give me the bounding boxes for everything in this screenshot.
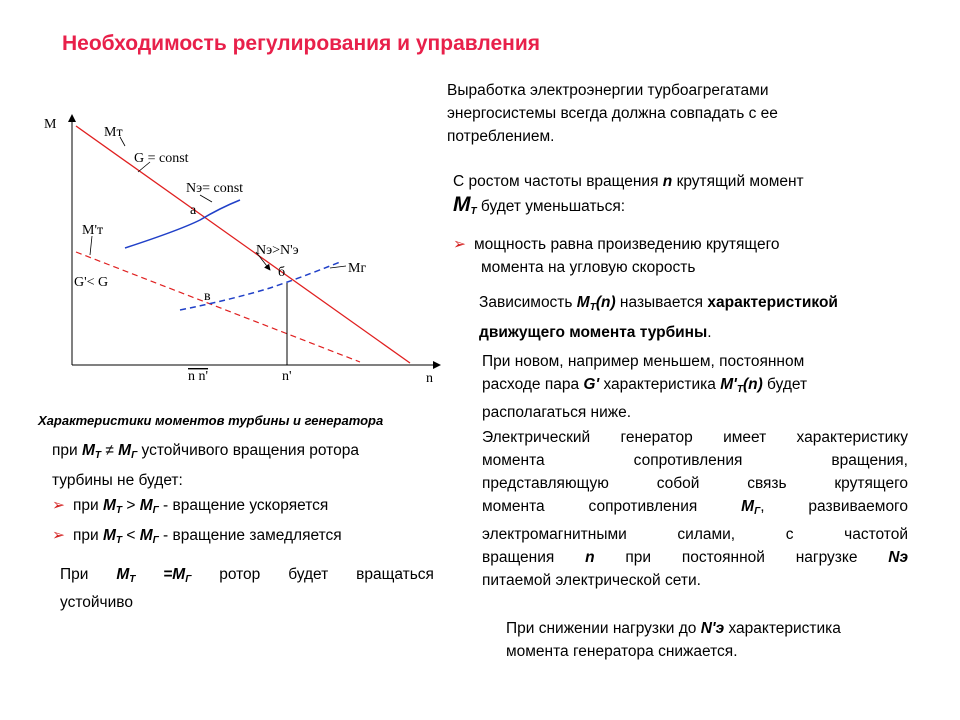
- intro-line: энергосистемы всегда должна совпадать с ее: [447, 105, 778, 122]
- generator-characteristic-ne: [125, 200, 240, 248]
- growth-paragraph: [453, 170, 883, 223]
- intro-line: потреблением.: [447, 128, 555, 145]
- steady-word: устойчиво: [60, 594, 133, 611]
- steady-eq: =М: [163, 566, 186, 583]
- stability-mg: М: [139, 497, 153, 514]
- growth-text: крутящий момент: [672, 173, 804, 190]
- generator-sub: Г: [754, 506, 761, 517]
- stability-mg-sub: Г: [152, 505, 159, 516]
- new-flow-text: При новом, например меньшем, постоянном: [482, 353, 805, 370]
- new-flow-text: расходе пара: [482, 376, 584, 393]
- intro-line: Выработка электроэнергии турбоагрегатами: [447, 82, 769, 99]
- stability-text: при: [52, 442, 82, 459]
- n-nprime-tick-label: n n': [188, 369, 209, 384]
- stability-mg-sub: Г: [152, 535, 159, 546]
- ne-const-label: Nэ= const: [186, 181, 244, 196]
- load-drop-paragraph: [506, 617, 926, 663]
- stability-mt: М: [81, 442, 95, 459]
- bullet-arrow-icon: ➢: [52, 497, 65, 514]
- stability-mt: М: [102, 497, 116, 514]
- new-flow-text: характеристика: [599, 376, 721, 393]
- dependency-arg: (n): [595, 294, 616, 311]
- page-title: Необходимость регулирования и управления: [62, 32, 540, 55]
- dependency-text: Зависимость: [479, 294, 577, 311]
- point-v-label: в: [204, 289, 211, 304]
- dependency-text: .: [707, 324, 712, 341]
- stability-text: турбины не будет:: [52, 472, 183, 489]
- turbine-characteristic-mt: [76, 126, 410, 363]
- generator-text: , развиваемого: [760, 498, 908, 515]
- growth-text: будет уменьшаться:: [476, 198, 626, 215]
- dependency-bold: движущего момента турбины: [479, 324, 708, 341]
- generator-m: М: [741, 498, 755, 515]
- steady-mg-sub: Г: [185, 574, 192, 585]
- stability-text: устойчивого вращения ротора: [137, 442, 359, 459]
- generator-text: представляющую собой связь крутящего: [482, 475, 908, 492]
- stability-mt: М: [102, 527, 116, 544]
- ne-ne-label: Nэ>N'э: [256, 243, 299, 258]
- load-drop-text: момента генератора снижается.: [506, 643, 738, 660]
- new-flow-m: М': [720, 376, 737, 393]
- g-const-label: G = const: [134, 151, 189, 166]
- stability-text: при: [73, 497, 103, 514]
- moment-characteristics-diagram: [30, 100, 450, 390]
- stability-text: - вращение замедляется: [158, 527, 342, 544]
- generator-n: n: [585, 549, 595, 566]
- new-flow-arg: (n): [742, 376, 763, 393]
- dependency-sub: Т: [589, 302, 596, 313]
- new-flow-paragraph: [482, 350, 902, 424]
- bullet-arrow-icon: ➢: [52, 527, 65, 544]
- dependency-paragraph: [479, 290, 919, 345]
- mt-label: Mт: [104, 125, 123, 140]
- new-flow-sub: Т: [736, 384, 743, 395]
- mt-prime-label: M'т: [82, 223, 104, 238]
- g-prime-label: G'< G: [74, 275, 109, 290]
- dependency-text: называется: [615, 294, 708, 311]
- generator-text: момента сопротивления вращения,: [482, 452, 908, 469]
- growth-n: n: [662, 173, 673, 190]
- new-flow-text: располагаться ниже.: [482, 404, 632, 421]
- dependency-bold: характеристикой: [707, 294, 838, 311]
- generator-paragraph: [482, 426, 908, 592]
- generator-text: питаемой электрической сети.: [482, 572, 701, 589]
- load-drop-ne: N'э: [700, 620, 725, 637]
- load-drop-text: При снижении нагрузки до: [506, 620, 701, 637]
- stability-text: при: [73, 527, 103, 544]
- stability-op: >: [122, 497, 140, 514]
- steady-mt-sub: Т: [129, 574, 136, 585]
- stability-mt-sub: Т: [94, 450, 102, 461]
- stability-mt-sub: Т: [115, 505, 123, 516]
- mg-label: Mг: [348, 261, 367, 276]
- generator-text: момента сопротивления: [482, 498, 742, 515]
- stability-op: <: [122, 527, 140, 544]
- generator-text: Электрический генератор имеет характеристику: [482, 429, 908, 446]
- generator-ne: Nэ: [888, 549, 908, 566]
- point-b-label: б: [278, 265, 286, 280]
- bullet-arrow-icon: ➢: [453, 236, 466, 253]
- mt-subscript: Т: [470, 206, 477, 217]
- ne-const-leader: [200, 195, 212, 202]
- dependency-m: М: [576, 294, 590, 311]
- steady-word: вращаться: [356, 566, 434, 583]
- mt-prime-leader: [90, 236, 92, 255]
- growth-text: С ростом частоты вращения: [453, 173, 663, 190]
- point-a-label: a: [190, 203, 197, 218]
- stability-mg-sub: Г: [131, 450, 138, 461]
- new-flow-g: G': [583, 376, 600, 393]
- stability-mg: М: [139, 527, 153, 544]
- mg-leader: [330, 266, 346, 268]
- load-drop-text: характеристика: [724, 620, 841, 637]
- turbine-characteristic-mt-prime: [76, 252, 360, 362]
- steady-mt: М: [116, 566, 130, 583]
- stability-mg: М: [118, 442, 132, 459]
- n-prime-tick-label: n': [282, 369, 292, 384]
- x-axis-label: n: [426, 371, 433, 386]
- steady-word: При: [60, 566, 89, 583]
- mt-symbol: М: [453, 193, 471, 216]
- stability-paragraph: [52, 438, 452, 553]
- diagram-caption: Характеристики моментов турбины и генератора: [38, 413, 384, 428]
- bullet-text: момента на угловую скорость: [481, 259, 696, 276]
- bullet-text: мощность равна произведению крутящего: [474, 236, 780, 253]
- generator-text: при постоянной нагрузке: [594, 549, 889, 566]
- generator-text: электромагнитными силами, с частотой: [482, 526, 908, 543]
- stability-text: - вращение ускоряется: [158, 497, 329, 514]
- intro-paragraph: [447, 79, 867, 148]
- generator-text: вращения: [482, 549, 586, 566]
- steady-word: будет: [288, 566, 329, 583]
- steady-word: ротор: [219, 566, 261, 583]
- steady-paragraph: [60, 563, 434, 614]
- new-flow-text: будет: [762, 376, 808, 393]
- power-bullet: [453, 233, 873, 279]
- y-axis-label: M: [44, 117, 57, 132]
- stability-mt-sub: Т: [115, 535, 123, 546]
- stability-neq: ≠: [101, 442, 119, 459]
